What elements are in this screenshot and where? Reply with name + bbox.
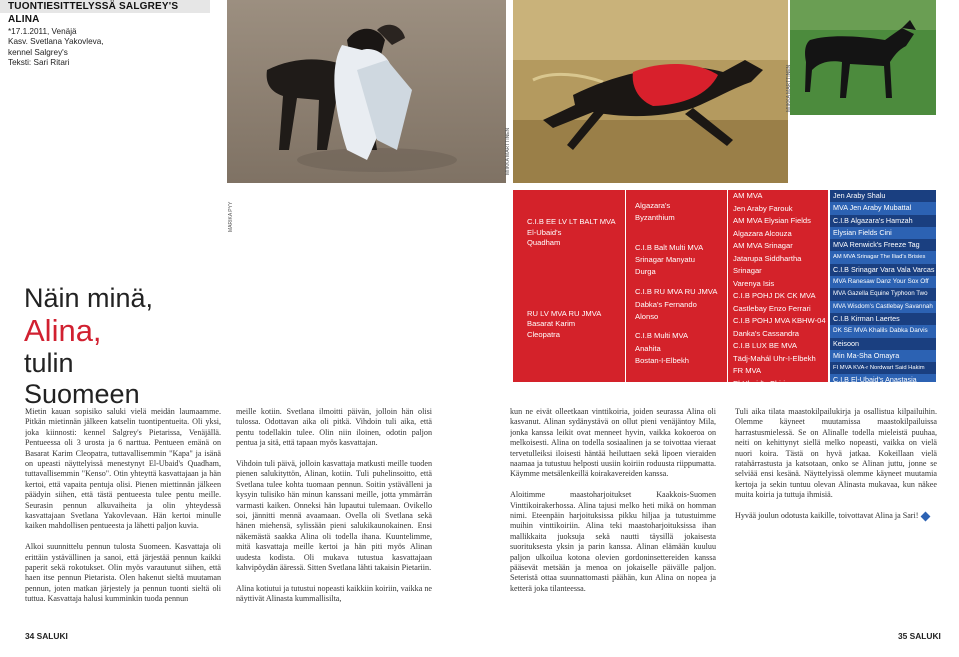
ggp-row: C.I.B POHJ MVA KBHW-04 (733, 316, 826, 325)
ggp-row: AM MVA Srinagar (733, 241, 793, 250)
paragraph: Alkoi suunnittelu pennun tulosta Suomeen. Kasvattaja oli erittäin ystävällinen ja sanoi, että järjestää pennun kaikki paperit sekä rokotukset. Olin myös varautunut siihen, että haen itse pennun Pietarista. Olen hakenut sieltä muutaman pennun, joten matkan järjestely ja pennun tuonti sieltä oli tuttua. Kasvattaja halusi kumminkin tuoda pennun (25, 542, 221, 604)
footer-right (898, 631, 941, 641)
gp4-line2: Anahita (635, 343, 661, 353)
magazine-name-right: SALUKI (909, 631, 941, 641)
paragraph (735, 511, 937, 521)
gen4-row: AM MVA Srinagar The Iliad's Brisies (830, 251, 936, 263)
pedigree-grandparents (626, 190, 727, 382)
ggp-row: El-Ubaid's Chirin (733, 378, 790, 388)
paragraph: kun ne eivät olleetkaan vinttikoiria, joiden seurassa Alina oli kasvanut. Alinan sydänystävä on ollut pieni venäjäntoy Mila, jonka kanssa leikit ovat menneet hyvin, vaikka kokoeroa on melkoisesti. Alina on todella sosiaalinen ja se toivottaa vieraat tervetulleiksi iloisesti häntää heiluttaen sekä lipoen vieraiden naamaa ja tutustuu helposti uusiin koiriin roduusta riippumatta. Käymme metsälenkeillä koirakavereiden kanssa. (510, 407, 716, 479)
gp2-line1: C.I.B Balt Multi MVA (635, 242, 704, 252)
gp3-line2: Dabka's Fernando (635, 299, 697, 309)
gp3-line3: Alonso (635, 312, 659, 322)
gen4-row: FI MVA KVA-r Nordwart Said Hakim (830, 362, 936, 374)
ggp-row: Castlebay Enzo Ferrari (733, 303, 811, 313)
pedigree-fourth-generation (830, 190, 936, 382)
photo-credit-2: MIIKKA MARTTINEN (505, 127, 511, 175)
intro-born: *17.1.2011, Venäjä (8, 27, 77, 36)
dam-title: RU LV MVA RU JMVA (527, 308, 602, 318)
gen4-row: MVA Jen Araby Mubattal (830, 202, 936, 214)
ggp-row: Algazara Alcouza (733, 228, 792, 238)
gen4-row: MVA Ranesaw Danz Your Sox Off (830, 276, 936, 288)
intro-kennel: kennel Salgrey's (8, 47, 68, 57)
gp3-line1: C.I.B RU MVA RU JMVA (635, 287, 718, 297)
gen4-row: C.I.B El-Ubaid's Anastasia (830, 374, 936, 382)
gen4-row: MVA Renwick's Freeze Tag (830, 239, 936, 251)
sire-name: Quadham (527, 238, 561, 248)
closing-text: Hyvää joulun odotusta kaikille, toivottavat Alina ja Sari! (735, 511, 919, 521)
paragraph: Vihdoin tuli päivä, jolloin kasvattaja matkusti meille tuoden pienen salukityttön, Alinan, kotiin. Tuli puhelinsoitto, että Svetlana tulee kohta tuomaan pennun. Soitin ystävälleni ja kysyin tulisiko hän minun kanssani meille, jotta ymmärrän varmasti kaiken. Onneksi hän lupautui tulemaan. Ovikello soi, jännitti mennä avaamaan. Ovella oli Svetlana sekä hänen miehensä, sylissään pieni salukikaunokainen. Ensi näkemästä saakka Alina oli todella ihana. Kuuntelimme, mitä kasvattaja meille kertoi ja hän piti myös Alinan uudesta kodista. Oli mukava tutustua kasvattajaan kahvipöydän ääressä. Sitten Svetlana lähti takaisin Pietariin. (236, 459, 432, 573)
puppy-photo-illustration (227, 0, 506, 183)
gp2-line2: Srinagar Manyatu (635, 254, 695, 264)
ggp-row: Jatarupa Siddhartha (733, 253, 802, 263)
paragraph: Mietin kauan sopisiko saluki vielä meidän laumaamme. Pitkän mietinnän jälkeen katselin tuontipentueita. Oli yksi, joka kiinnosti: kennel Salgrey's Pietarissa, Venäjällä. Pentueessa oli 3 urosta ja 6 narttua. Pentueen emänä on Basarat Karim Cleopatra, tuttavallisemmin "Kapa" ja isänä on upeasti näyttelyissä menestynyt El-Ubaid's Quadham, tuttavallisemmin "Kenso". Otin yhteyttä kasvattajaan ja hän kertoi, että vapaita pentuja olisi. Pienen miettinnän jälkeen päädyin siihen, että tästä pentueesta tulee pentu meille. Seurasin pennun alkuvaiheita ja olin yhteydessä kasvattajaan Svetlana Yakovlevaan. Hän kertoi minulle kaiken mahdollisen pentueesta ja lähetti paljon kuvia. (25, 407, 221, 531)
gen4-row: Elysian Fields Cini (830, 227, 936, 239)
gen4-row: DK SE MVA Khalils Dabka Darvis (830, 325, 936, 337)
standing-dog-illustration (790, 0, 936, 115)
ggp-row: Jen Araby Farouk (733, 203, 793, 213)
title-line-2: Alina, (24, 313, 102, 348)
article-title (24, 283, 194, 410)
gen4-row: Keisoon (830, 338, 936, 350)
article-end-icon (921, 511, 931, 521)
page-number-right: 35 (898, 631, 908, 641)
gen4-row: C.I.B Srinagar Vara Vala Varcas (830, 264, 936, 276)
pedigree-great-grandparents (728, 190, 828, 388)
ggp-row: Tädj-Mahál Uhr-I-Elbekh (733, 353, 816, 363)
gen4-row: MVA Wisdom's Castlebay Savannah (830, 301, 936, 313)
gen4-row: MVA Gazella Equine Typhoon Two (830, 288, 936, 300)
photo-running-saluki (513, 0, 788, 183)
body-column-1 (25, 407, 221, 622)
ggp-row: C.I.B LUX BE MVA (733, 341, 798, 350)
ggp-row: AM MVA (733, 191, 763, 200)
photo-standing-saluki (790, 0, 936, 115)
body-column-3 (510, 407, 716, 622)
body-column-4 (735, 407, 937, 622)
article-intro (8, 27, 208, 69)
paragraph: Alina kotiutui ja tutustui nopeasti kaikkiin koiriin, vaikka ne näyttivät Alinasta kummallisilta, (236, 583, 432, 604)
photo-credit-1: MARIKA PYY (228, 201, 234, 232)
intro-author: Teksti: Sari Ritari (8, 58, 70, 68)
gp1-line1: Algazara's (635, 201, 671, 210)
gen4-row: C.I.B Algazara's Hamzah (830, 215, 936, 227)
ggp-row: Varenya Isis (733, 278, 775, 288)
photo-credit-3: MIIKKA MARTTINEN (786, 64, 792, 112)
ggp-row: Danka's Cassandra (733, 328, 800, 338)
title-line-3: tulin Suomeen (24, 348, 140, 409)
footer-left (25, 631, 68, 641)
body-column-2 (236, 407, 432, 622)
gen4-row: Jen Araby Shalu (830, 190, 936, 202)
ggp-row: C.I.B POHJ DK CK MVA (733, 291, 816, 300)
sire-title: C.I.B EE LV LT BALT MVA (527, 217, 616, 226)
gen4-row: Min Ma-Sha Omayra (830, 350, 936, 362)
dam-name: Cleopatra (527, 329, 560, 339)
dam-line2: Basarat Karim (527, 319, 576, 329)
intro-breeder: Kasv. Svetlana Yakovleva, (8, 37, 104, 47)
paragraph: meille kotiin. Svetlana ilmoitti päivän, jolloin hän olisi tulossa. Odottavan aika oli pitkä. Vihdoin tuli aika, että pentu todellakin tulee. Olin niin iloinen, odotin paljon pentua ja sitä, että tapaan myös kasvattajan. (236, 407, 432, 448)
sire-line2: El-Ubaid's (527, 227, 562, 237)
ggp-row: FR MVA (733, 366, 762, 375)
article-header: TUONTIESITTELYSSÄ SALGREY'S ALINA (0, 0, 210, 13)
pedigree-parents (513, 190, 625, 382)
page-number-left: 34 (25, 631, 35, 641)
gp1-line2: Byzanthium (635, 213, 675, 223)
paragraph: Tuli aika tilata maastokilpailukirja ja osallistua kilpailuihin. Olemme käyneet muutamissa maastokilpailuissa harrastusmielessä. Se on Alinalle todella mieleistä puuhaa, neiti on kehittynyt siellä melko nopeasti, vaikka on vielä nuori koira. Tästä on hyvä jatkaa. Kokeillaan vielä ratahärrastusta ja katsotaan, onko se Alinan juttu, jonne se selviää ensi kesänä. Näyttelyissä olemme käyneet muutamia kertoja ja sekin tuntuu olevan Alinasta mukavaa, kun näkee muita koiria ja tuttuja ihmisiä. (735, 407, 937, 500)
gp2-line3: Durga (635, 267, 656, 277)
gen4-row: C.I.B Kirman Laertes (830, 313, 936, 325)
title-line-1: Näin minä, (24, 283, 154, 313)
magazine-name-left: SALUKI (36, 631, 68, 641)
ggp-row: Srinagar (733, 266, 762, 275)
gp4-line1: C.I.B Multi MVA (635, 331, 689, 341)
ggp-row: AM MVA Elysian Fields (733, 216, 811, 225)
photo-puppy-with-cloth (227, 0, 506, 183)
paragraph: Aloitimme maastoharjoitukset Kaakkois-Suomen Vinttikoirakerhossa. Alina tajusi melko heti mikä on homman nimi. Eteenpäin harjoituksissa pikku hiljaa ja tutustuimme muihin vinttikoiriin. Alina teki maastoharjoituksissa ihan mallikkaita juoksuja sekä nautti täysillä jokaisesta suorituksesta yksin ja parin kanssa. Alinan elämään kuuluu paljon ulkoilua kotona olevien gordoninsettereiden kanssa pääsevät metsään ja menoa on jokaiselle päivälle paljon. Seteristä ottaa suunnattomasti päähän, kun Alina on nopea ja ketterä joka tilanteessa. (510, 490, 716, 593)
running-dog-illustration (513, 0, 788, 183)
gp4-line3: Bostan-I-Elbekh (635, 355, 690, 365)
